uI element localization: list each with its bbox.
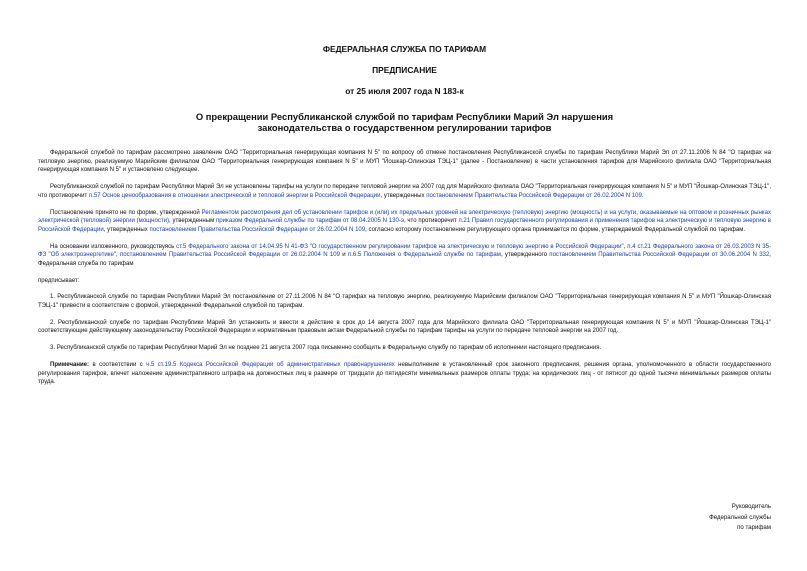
paragraph-complaint: Федеральной службой по тарифам рассмотрено заявление ОАО "Территориальная генерирующая компания N 5" по вопросу об отмене постановления Республиканской службы по тарифам Республики Марий Эл от 27.11.2006 N 84 "О тарифах на тепловую энергию, реализуемую Марийским филиалом ОАО "Территориальная генерирующая компания N 5" и МУП "Йошкар-Олинская ТЭЦ-1" (далее - Постановление) в части установления тарифов для Марийского филиала ОАО "Территориальная генерирующая компания N 5" и установлено следующее. <box>38 150 771 173</box>
note-paragraph <box>38 361 771 387</box>
text-span: , <box>115 252 120 258</box>
document <box>38 38 771 395</box>
text-span: , согласно которому постановление регулирующего органа принимается по форме, утверждаемой Федеральной службой по тарифам. <box>365 226 746 233</box>
text-span: На основании изложенного, руководствуясь <box>50 243 177 250</box>
signature-block <box>709 502 771 534</box>
text-span: , Федеральная служба по тарифам <box>38 252 771 267</box>
directive-item-2: 2. Республиканской службе по тарифам Республики Марий Эл установить и ввести в действие в срок до 14 августа 2007 года для Марийского филиала ОАО "Территориальная генерирующая компания N 5" и МУП "Йошкар-Олинская ТЭЦ-1" соответствующие действующему законодательству Российской Федерации и нормативным правовым актам Федеральной службы по тарифам тарифы на услуги по передаче тепловой энергии на 2007 год. <box>38 319 771 334</box>
link-gov-decree-109[interactable]: постановлением Правительства Российской Федерации от 26.02.2004 N 109 <box>426 192 642 199</box>
signature-line-1: Руководитель <box>731 503 771 510</box>
text-span: , утвержденного <box>500 252 550 258</box>
directive-item-1: 1. Республиканской службе по тарифам Республики Марий Эл постановление от 27.11.2006 N 84 "О тарифах на тепловую энергию, реализуемую Марийским филиалом ОАО "Территориальная генерирующая компания N 5" и МУП "Йошкар-Олинская ТЭЦ-1" привести в соответствие с формой, утвержденной Федеральной службой по тарифам. <box>38 294 771 309</box>
text-span: в соответствии с <box>89 362 147 368</box>
link-law-41-fz[interactable]: ст.5 Федерального закона от 14.04.95 N 41-ФЗ "О государственном регулировании тарифов на электрическую и тепловую энергию в Российской Федерации" <box>176 243 624 250</box>
document-type: ПРЕДПИСАНИЕ <box>372 65 437 75</box>
document-body <box>38 149 771 387</box>
link-fst-statute[interactable]: п.6.5 Положения о Федеральной службе по тарифам <box>347 252 501 258</box>
link-gov-decree-332[interactable]: постановлением Правительства Российской Федерации от 30.06.2004 N 332 <box>549 252 770 258</box>
title-line-1: О прекращении Республиканской службой по тарифам Республики Марий Эл нарушения <box>195 111 614 122</box>
text-span: , утвержденных <box>380 192 427 199</box>
note-label: Примечание: <box>50 362 90 368</box>
agency-name: ФЕДЕРАЛЬНАЯ СЛУЖБА ПО ТАРИФАМ <box>322 44 487 54</box>
prescribes-label: предписывает: <box>38 277 80 284</box>
document-date-number: от 25 июля 2007 года N 183-к <box>345 86 464 96</box>
text-span: , утвержденных <box>103 226 150 233</box>
text-span: . <box>641 192 644 199</box>
title-line-2: законодательства о государственном регулировании тарифов <box>257 122 552 133</box>
directive-item-3: 3. Республиканской службе по тарифам Республики Марий Эл не позднее 21 августа 2007 года письменно сообщить в Федеральную службу по тарифам об исполнении настоящего предписания. <box>50 345 602 351</box>
link-regulations[interactable]: Регламентом рассмотрения дел об установлении тарифов и (или) их предельных уровней на электрическую (тепловую) энергию (мощность) и на услуги, оказываемые на оптовом и розничных рынках электрической (тепловой) энергии (мощности) <box>38 209 771 224</box>
text-span: , утвержденным <box>169 218 217 224</box>
link-gov-decree-109[interactable]: постановлением Правительства Российской Федерации от 26.02.2004 N 109 <box>119 252 340 258</box>
text-span: и <box>339 252 348 258</box>
signature-line-3: по тарифам <box>737 524 771 531</box>
text-span: невыполнение в установленный срок законного предписания, решения органа, уполномоченного в области государственного регулирования тарифов, влечет наложение административного штрафа на должностных лиц в размере от тридцати до пятидесяти минимальных размеров оплаты труда; на юридических лиц - от пятисот до одной тысячи минимальных размеров оплаты труда. <box>38 362 771 385</box>
paragraph-violation-2 <box>38 209 771 235</box>
link-koap-19-5[interactable]: ч.5 ст.19.5 Кодекса Российской Федерации об административных правонарушениях <box>146 362 395 368</box>
text-span: , <box>623 243 628 250</box>
paragraph-violation-1 <box>38 183 771 200</box>
link-law-35-fz[interactable]: п.4 ст.21 Федерального закона от 26.03.2003 N 35-ФЗ "Об электроэнергетике" <box>38 243 771 258</box>
text-span: Республиканской службой по тарифам Республики Марий Эл не установлены тарифы на услуги по передаче тепловой энергии на 2007 год для Марийского филиала ОАО "Территориальная генерирующая компания N 5" и МУП "Йошкар-Олинская ТЭЦ-1", что противоречит <box>38 184 771 199</box>
text-span: Постановление принято не по форме, утвержденной <box>50 209 202 216</box>
link-rules-p21[interactable]: п.21 Правил государственного регулирования и применения тарифов на электрическую и тепловую энергию в Российской Федерации <box>38 218 772 233</box>
link-fst-order-130[interactable]: приказом Федеральной службы по тарифам от 08.04.2005 N 130-э <box>216 218 404 224</box>
text-span: , что противоречит <box>403 218 459 224</box>
paragraph-legal-basis <box>38 243 771 269</box>
signature-line-2: Федеральной службы <box>709 513 771 521</box>
link-gov-decree-109[interactable]: постановлением Правительства Российской Федерации от 26.02.2004 N 109 <box>149 226 366 233</box>
document-title <box>38 111 771 133</box>
link-pricing-basics[interactable]: п.57 Основ ценообразования в отношении электрической и тепловой энергии в Российской Федерации <box>88 192 381 199</box>
